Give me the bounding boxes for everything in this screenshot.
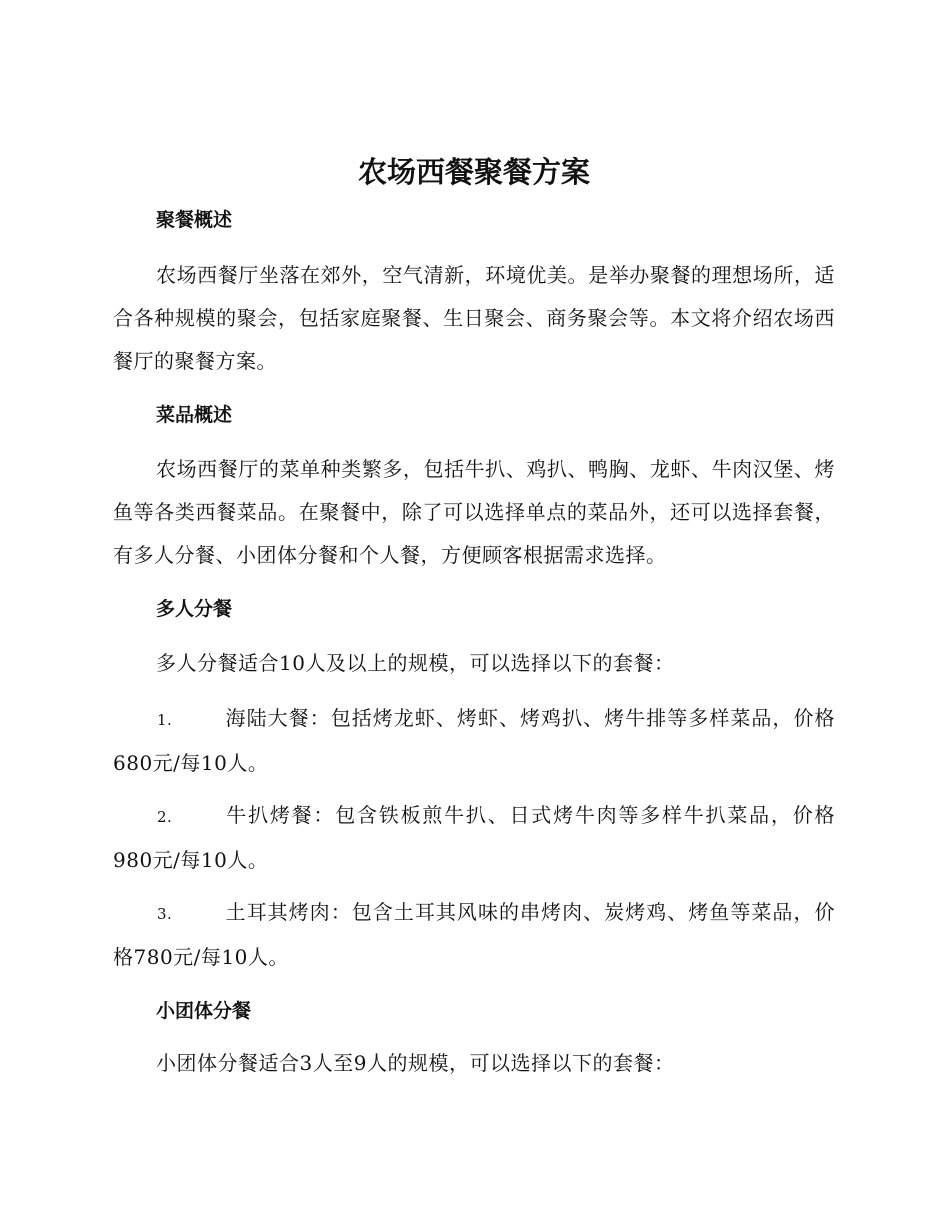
list-item xyxy=(113,794,835,882)
list-item-number: 2. xyxy=(157,808,173,826)
overview-paragraph: 农场西餐厅坐落在郊外，空气清新，环境优美。是举办聚餐的理想场所，适合各种规模的聚会，包括家庭聚餐、生日聚会、商务聚会等。本文将介绍农场西餐厅的聚餐方案。 xyxy=(113,263,835,373)
list-item-text: 海陆大餐：包括烤龙虾、烤虾、烤鸡扒、烤牛排等多样菜品，价格680元/每10人。 xyxy=(113,706,835,775)
list-item-text: 土耳其烤肉：包含土耳其风味的串烤肉、炭烤鸡、烤鱼等菜品，价格780元/每10人。 xyxy=(113,900,835,969)
list-item-text: 牛扒烤餐：包含铁板煎牛扒、日式烤牛肉等多样牛扒菜品，价格980元/每10人。 xyxy=(113,803,835,872)
list-item xyxy=(113,891,835,979)
section-heading-group: 多人分餐 xyxy=(156,598,233,620)
group-intro-paragraph: 多人分餐适合10人及以上的规模，可以选择以下的套餐： xyxy=(156,651,675,675)
section-heading-overview: 聚餐概述 xyxy=(156,209,233,231)
page-title: 农场西餐聚餐方案 xyxy=(357,155,590,189)
small-group-intro-paragraph: 小团体分餐适合3人至9人的规模，可以选择以下的套餐： xyxy=(156,1051,675,1075)
section-heading-small-group: 小团体分餐 xyxy=(156,1000,252,1022)
list-item xyxy=(113,697,835,785)
dishes-paragraph: 农场西餐厅的菜单种类繁多，包括牛扒、鸡扒、鸭胸、龙虾、牛肉汉堡、烤鱼等各类西餐菜品。在聚餐中，除了可以选择单点的菜品外，还可以选择套餐，有多人分餐、小团体分餐和个人餐，方便顾客根据需求选择。 xyxy=(113,457,835,567)
list-item-number: 1. xyxy=(157,711,173,729)
section-heading-dishes: 菜品概述 xyxy=(156,404,233,426)
list-item-number: 3. xyxy=(157,905,173,923)
